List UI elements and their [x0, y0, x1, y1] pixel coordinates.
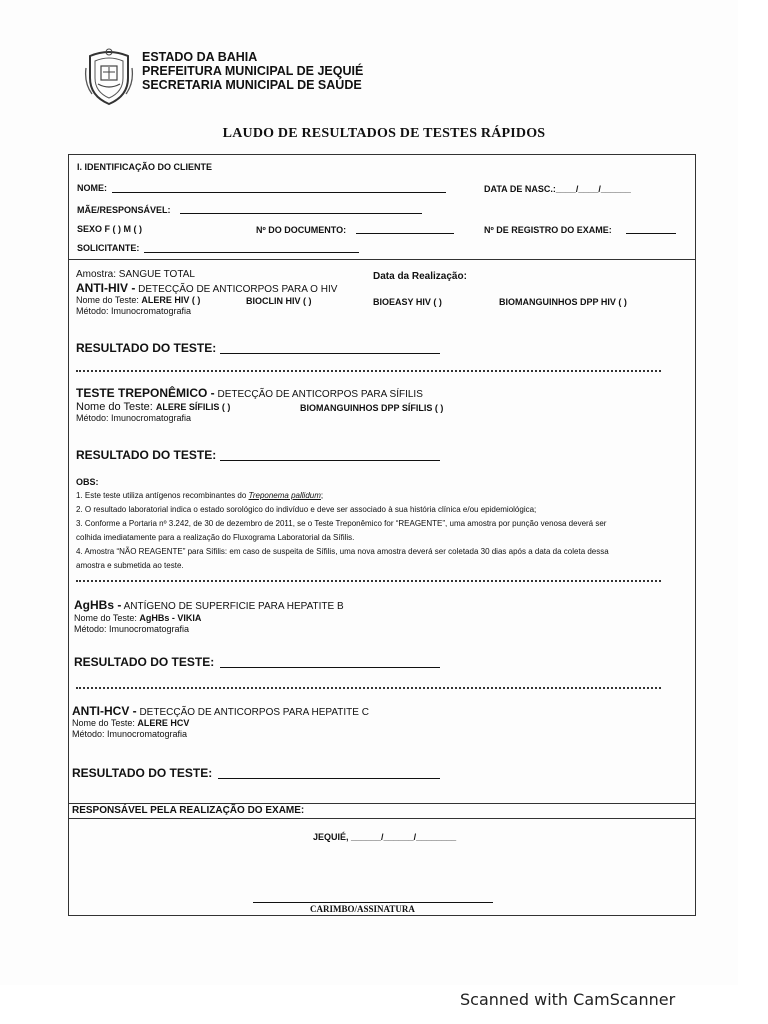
registro-field[interactable]: [626, 233, 676, 234]
identification-heading: I. IDENTIFICAÇÃO DO CLIENTE: [77, 162, 212, 172]
responsavel-label: RESPONSÁVEL PELA REALIZAÇÃO DO EXAME:: [72, 805, 305, 816]
solicitante-field[interactable]: [144, 252, 359, 253]
hepb-test-name-label: Nome do Teste:: [74, 613, 140, 623]
dashed-separator: [76, 687, 661, 689]
dashed-separator: [76, 370, 661, 372]
hepb-result-label: RESULTADO DO TESTE:: [74, 655, 215, 669]
obs-note-1-end: ;: [320, 491, 324, 500]
hepc-title-code: ANTI-HCV -: [72, 704, 137, 718]
sifilis-test-name-label: Nome do Teste:: [76, 401, 156, 413]
signature-line[interactable]: [253, 902, 493, 903]
document-title: LAUDO DE RESULTADOS DE TESTES RÁPIDOS: [222, 126, 546, 141]
mae-field[interactable]: [180, 213, 422, 214]
sifilis-title-code: TESTE TREPONÊMICO -: [76, 386, 215, 400]
amostra-label: Amostra: SANGUE TOTAL: [76, 269, 195, 280]
hepc-title-desc: DETECÇÃO DE ANTICORPOS PARA HEPATITE C: [136, 707, 369, 718]
camscanner-watermark: Scanned with CamScanner: [460, 990, 676, 1009]
sifilis-option-alere[interactable]: ALERE SÍFILIS ( ): [155, 402, 231, 412]
solicitante-label: SOLICITANTE:: [77, 243, 140, 253]
hepb-title-desc: ANTÍGENO DE SUPERFICIE PARA HEPATITE B: [121, 601, 344, 612]
sifilis-result-field[interactable]: [220, 460, 440, 461]
obs-note-4a: 4. Amostra “NÃO REAGENTE” para Sífilis: em caso de suspeita de Sífilis, uma nova amostra deverá ser coletada 30 dias após a data da coleta dessa: [76, 547, 609, 556]
municipal-seal-icon: [84, 48, 134, 106]
hepb-method: Método: Imunocromatografia: [74, 624, 190, 634]
institution-header: [142, 50, 363, 92]
documento-field[interactable]: [356, 233, 454, 234]
obs-note-4b: amostra e submetida ao teste.: [76, 561, 184, 570]
registro-label: Nº DE REGISTRO DO EXAME:: [484, 225, 612, 235]
header-health-secretary: SECRETARIA MUNICIPAL DE SAÚDE: [142, 78, 362, 92]
hiv-option-bioclin[interactable]: BIOCLIN HIV ( ): [246, 296, 312, 306]
hiv-title-desc: DETECÇÃO DE ANTICORPOS PARA O HIV: [135, 284, 338, 295]
hepb-option-vikia[interactable]: AgHBs - VIKIA: [139, 613, 202, 623]
hepb-result-field[interactable]: [220, 667, 440, 668]
hiv-test-name-label: Nome do Teste:: [76, 295, 142, 305]
hiv-method: Método: Imunocromatografia: [76, 306, 192, 316]
hiv-result-label: RESULTADO DO TESTE:: [76, 341, 217, 355]
hepb-title-code: AgHBs -: [74, 598, 122, 612]
hepb-test-name: [74, 613, 201, 623]
hiv-option-biomanguinhos[interactable]: BIOMANGUINHOS DPP HIV ( ): [499, 297, 627, 307]
hiv-option-bioeasy[interactable]: BIOEASY HIV ( ): [373, 297, 442, 307]
hepc-result-label: RESULTADO DO TESTE:: [72, 766, 213, 780]
hepc-test-name-label: Nome do Teste:: [72, 718, 138, 728]
hiv-result-field[interactable]: [220, 353, 440, 354]
sifilis-method: Método: Imunocromatografia: [76, 413, 192, 423]
data-nasc-field[interactable]: DATA DE NASC.:____/____/______: [484, 184, 631, 194]
hepc-method: Método: Imunocromatografia: [72, 729, 188, 739]
sexo-field[interactable]: SEXO F ( ) M ( ): [77, 224, 142, 234]
hiv-test-name: [76, 295, 200, 305]
hepc-result-field[interactable]: [218, 778, 440, 779]
section-divider: [68, 818, 696, 819]
hiv-title: [76, 281, 337, 295]
obs-note-2: 2. O resultado laboratorial indica o estado sorológico do indivíduo e deve ser associado à sua história clínica e/ou epidemiológica;: [76, 505, 537, 514]
obs-note-1: [76, 491, 323, 500]
hepc-title: [72, 704, 369, 718]
section-divider: [68, 259, 696, 260]
obs-note-3a: 3. Conforme a Portaria nº 3.242, de 30 de dezembro de 2011, se o Teste Treponêmico for “REAGENTE”, uma amostra por punção venosa deverá ser: [76, 519, 607, 528]
nome-label: NOME:: [77, 183, 107, 193]
header-city-hall: PREFEITURA MUNICIPAL DE JEQUIÉ: [142, 64, 364, 78]
hiv-option-alere[interactable]: ALERE HIV ( ): [141, 295, 201, 305]
dashed-separator: [76, 580, 661, 582]
hepb-title: [74, 598, 344, 612]
hepc-option-alere[interactable]: ALERE HCV: [137, 718, 190, 728]
header-state: ESTADO DA BAHIA: [142, 50, 258, 64]
hepc-test-name: [72, 718, 189, 728]
sifilis-option-biomanguinhos[interactable]: BIOMANGUINHOS DPP SÍFILIS ( ): [300, 403, 444, 413]
sifilis-result-label: RESULTADO DO TESTE:: [76, 448, 217, 462]
nome-field[interactable]: [112, 192, 446, 193]
sifilis-title: [76, 386, 423, 400]
sifilis-test-name: [76, 401, 230, 413]
documento-label: Nº DO DOCUMENTO:: [256, 225, 347, 235]
obs-note-1-text: 1. Este teste utiliza antígenos recombinantes do: [76, 491, 249, 500]
jequie-date-field[interactable]: JEQUIÉ, ______/______/________: [313, 832, 457, 842]
section-divider: [68, 803, 696, 804]
obs-note-3b: colhida imediatamente para a realização do Fluxograma Laboratorial da Sífilis.: [76, 533, 355, 542]
obs-note-1-species: Treponema pallidum: [248, 491, 321, 500]
data-realizacao-label: Data da Realização:: [373, 271, 467, 282]
obs-label: OBS:: [76, 477, 99, 487]
carimbo-label: CARIMBO/ASSINATURA: [310, 904, 415, 914]
mae-label: MÃE/RESPONSÁVEL:: [77, 205, 171, 215]
sifilis-title-desc: DETECÇÃO DE ANTICORPOS PARA SÍFILIS: [214, 389, 423, 400]
hiv-title-code: ANTI-HIV -: [76, 281, 136, 295]
